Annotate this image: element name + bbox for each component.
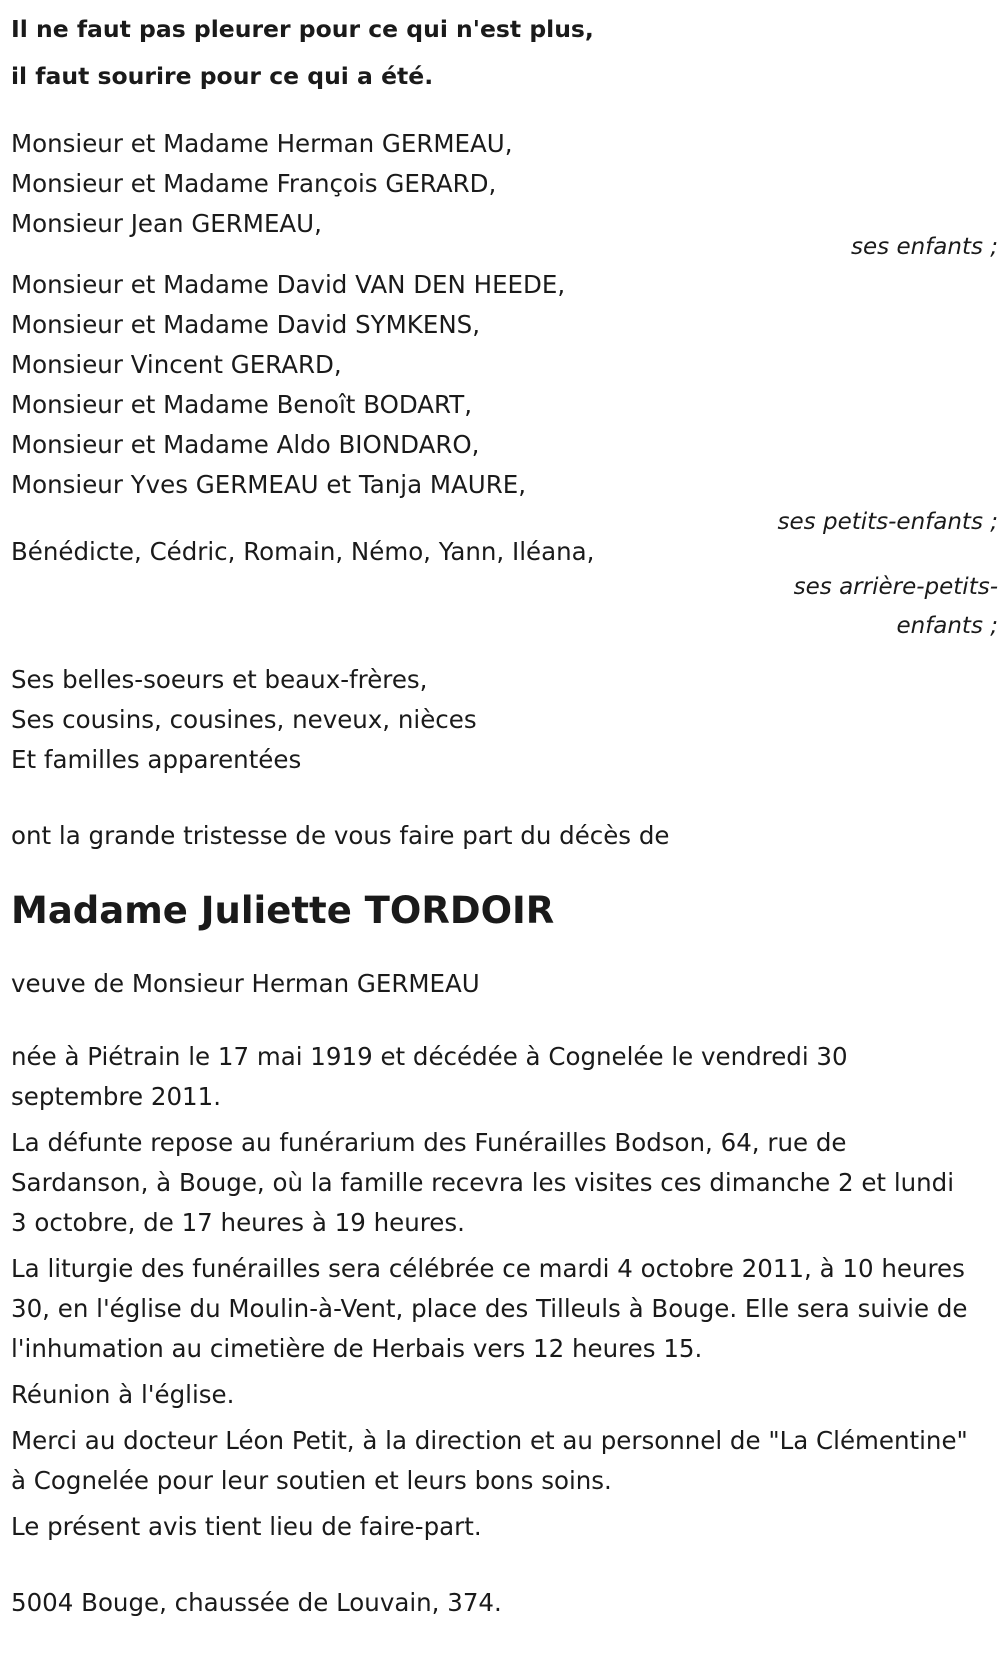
relationship-label: ses petits-enfants ;	[777, 509, 998, 535]
family-member: Monsieur Yves GERMEAU et Tanja MAURE,	[11, 470, 527, 499]
extended-family-group	[11, 660, 991, 780]
relationship-label: enfants ;	[896, 613, 998, 639]
reunion-paragraph: Réunion à l'église.	[11, 1380, 235, 1409]
birth-death-paragraph: née à Piétrain le 17 mai 1919 et décédée à Cognelée le vendredi 30 septembre 2011.	[11, 1042, 848, 1111]
family-member: Monsieur Jean GERMEAU,	[11, 209, 322, 238]
relationship-label: ses enfants ;	[851, 234, 998, 260]
family-member: Monsieur et Madame François GERARD,	[11, 169, 497, 198]
family-member: Et familles apparentées	[11, 745, 302, 774]
family-member: Bénédicte, Cédric, Romain, Némo, Yann, Iléana,	[11, 537, 595, 566]
family-member: Ses belles-soeurs et beaux-frères,	[11, 665, 428, 694]
relationship-label: ses arrière-petits-	[793, 574, 998, 600]
family-member: Monsieur Vincent GERARD,	[11, 350, 342, 379]
opening-quote	[11, 6, 991, 100]
family-member: Monsieur et Madame Herman GERMEAU,	[11, 129, 513, 158]
great-grandchildren-group	[11, 532, 998, 646]
widow-of-text: veuve de Monsieur Herman GERMEAU	[11, 969, 480, 998]
quote-line: Il ne faut pas pleurer pour ce qui n'est plus,	[11, 15, 594, 43]
quote-line: il faut sourire pour ce qui a été.	[11, 62, 434, 90]
address-text: 5004 Bouge, chaussée de Louvain, 374.	[11, 1588, 502, 1617]
thanks-paragraph: Merci au docteur Léon Petit, à la direction et au personnel de "La Clémentine" à Cognelée pour leur soutien et leurs bons soins.	[11, 1426, 968, 1495]
notice-paragraph: Le présent avis tient lieu de faire-part.	[11, 1512, 482, 1541]
family-member: Monsieur et Madame David SYMKENS,	[11, 310, 480, 339]
announcement-text: ont la grande tristesse de vous faire part du décès de	[11, 821, 670, 850]
family-member: Monsieur et Madame Aldo BIONDARO,	[11, 430, 480, 459]
funerarium-paragraph: La défunte repose au funérarium des Funérailles Bodson, 64, rue de Sardanson, à Bouge, où la famille recevra les visites ces dimanche 2 et lundi 3 octobre, de 17 heures à 19 heures.	[11, 1128, 955, 1237]
family-member: Ses cousins, cousines, neveux, nièces	[11, 705, 477, 734]
children-group	[11, 124, 998, 267]
grandchildren-group	[11, 265, 998, 542]
family-member: Monsieur et Madame Benoît BODART,	[11, 390, 473, 419]
liturgy-paragraph: La liturgie des funérailles sera célébrée ce mardi 4 octobre 2011, à 10 heures 30, en l'église du Moulin-à-Vent, place des Tilleuls à Bouge. Elle sera suivie de l'inhumation au cimetière de Herbais vers 12 heures 15.	[11, 1254, 968, 1363]
family-member: Monsieur et Madame David VAN DEN HEEDE,	[11, 270, 566, 299]
deceased-name: Madame Juliette TORDOIR	[11, 889, 555, 932]
obituary-notice	[11, 0, 998, 1623]
